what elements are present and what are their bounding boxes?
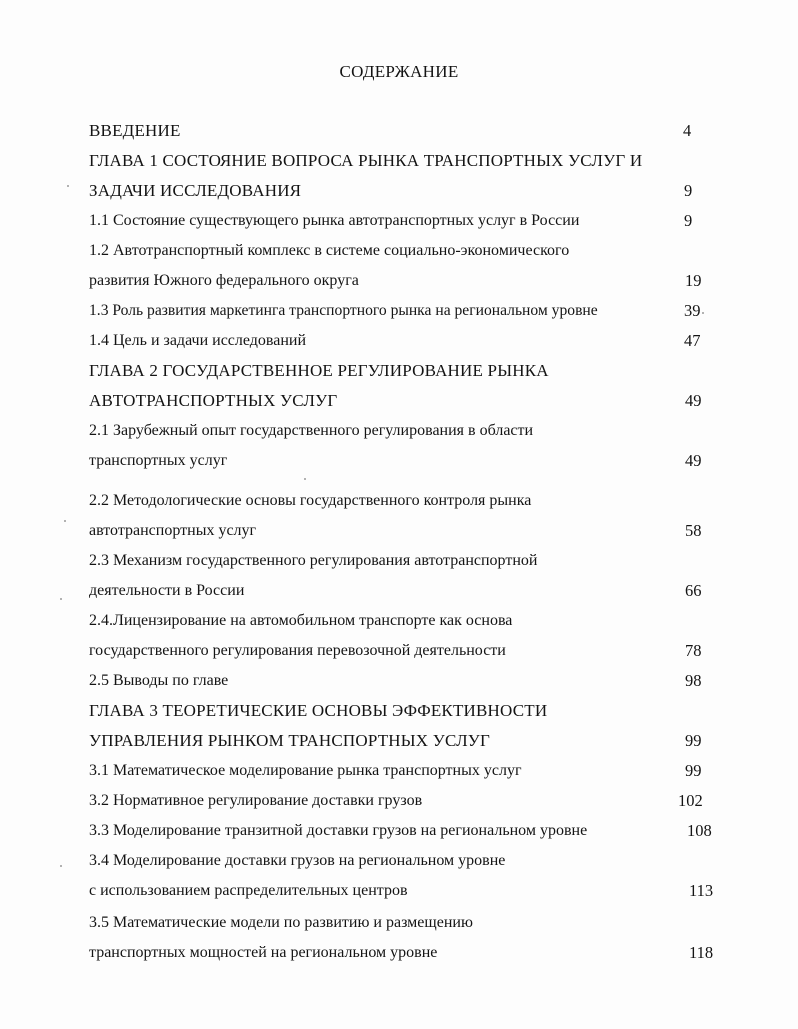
toc-section-1-2-line-2: развития Южного федерального округа bbox=[89, 272, 359, 289]
toc-chapter-3-title-line-1: ГЛАВА 3 ТЕОРЕТИЧЕСКИЕ ОСНОВЫ ЭФФЕКТИВНОСТИ bbox=[89, 701, 548, 720]
toc-page-number: 113 bbox=[689, 881, 714, 900]
toc-section-2-1-line-2: транспортных услуг bbox=[89, 452, 228, 469]
toc-section-2-1-line-1: 2.1 Зарубежный опыт государственного регулирования в области bbox=[89, 422, 534, 439]
scan-speck bbox=[60, 598, 62, 600]
toc-section-2-3-line-1: 2.3 Механизм государственного регулирования автотранспортной bbox=[89, 552, 538, 569]
toc-section-1-1: 1.1 Состояние существующего рынка автотранспортных услуг в России bbox=[89, 212, 580, 229]
toc-chapter-2-title-line-1: ГЛАВА 2 ГОСУДАРСТВЕННОЕ РЕГУЛИРОВАНИЕ РЫНКА bbox=[89, 361, 549, 380]
toc-page-number: 39 bbox=[684, 301, 701, 320]
toc-chapter-2-title-line-2: АВТОТРАНСПОРТНЫХ УСЛУГ bbox=[89, 391, 338, 410]
toc-page-number: 78 bbox=[685, 641, 702, 660]
toc-section-2-4-line-2: государственного регулирования перевозочной деятельности bbox=[89, 642, 506, 659]
toc-page-number: 9 bbox=[684, 181, 693, 200]
toc-page-number: 108 bbox=[687, 821, 712, 840]
toc-section-3-4-line-2: с использованием распределительных центров bbox=[89, 882, 408, 899]
toc-section-1-4: 1.4 Цель и задачи исследований bbox=[89, 332, 307, 349]
toc-page-number: 99 bbox=[685, 761, 702, 780]
toc-section-2-2-line-1: 2.2 Методологические основы государственного контроля рынка bbox=[89, 492, 532, 509]
toc-section-2-3-line-2: деятельности в России bbox=[89, 582, 245, 599]
toc-chapter-3-title-line-2: УПРАВЛЕНИЯ РЫНКОМ ТРАНСПОРТНЫХ УСЛУГ bbox=[89, 731, 491, 750]
toc-entry-introduction: ВВЕДЕНИЕ bbox=[89, 121, 181, 140]
toc-section-1-2-line-1: 1.2 Автотранспортный комплекс в системе социально-экономического bbox=[89, 242, 570, 259]
scan-speck bbox=[304, 478, 306, 480]
toc-section-3-5-line-2: транспортных мощностей на региональном уровне bbox=[89, 944, 438, 961]
toc-page-number: 49 bbox=[685, 391, 702, 410]
toc-page-number: 99 bbox=[685, 731, 702, 750]
scan-speck bbox=[60, 865, 62, 867]
toc-section-1-3: 1.3 Роль развития маркетинга транспортного рынка на региональном уровне bbox=[89, 302, 598, 319]
toc-page-number: 58 bbox=[685, 521, 702, 540]
toc-page-number: 102 bbox=[678, 791, 703, 810]
toc-section-2-2-line-2: автотранспортных услуг bbox=[89, 522, 257, 539]
toc-section-3-4-line-1: 3.4 Моделирование доставки грузов на региональном уровне bbox=[89, 852, 506, 869]
toc-page-number: 19 bbox=[685, 271, 702, 290]
toc-section-2-5: 2.5 Выводы по главе bbox=[89, 672, 229, 689]
toc-page-number: 49 bbox=[685, 451, 702, 470]
toc-page-number: 9 bbox=[684, 211, 693, 230]
toc-section-3-1: 3.1 Математическое моделирование рынка транспортных услуг bbox=[89, 762, 522, 779]
toc-section-3-2: 3.2 Нормативное регулирование доставки грузов bbox=[89, 792, 423, 809]
toc-page-number: 98 bbox=[685, 671, 702, 690]
page-title: СОДЕРЖАНИЕ bbox=[339, 62, 459, 81]
toc-section-3-5-line-1: 3.5 Математические модели по развитию и размещению bbox=[89, 914, 473, 931]
toc-section-2-4-line-1: 2.4.Лицензирование на автомобильном транспорте как основа bbox=[89, 612, 513, 629]
scan-speck bbox=[64, 520, 66, 522]
scan-speck bbox=[67, 185, 69, 187]
toc-chapter-1-title-line-1: ГЛАВА 1 СОСТОЯНИЕ ВОПРОСА РЫНКА ТРАНСПОРТНЫХ УСЛУГ И bbox=[89, 151, 643, 170]
toc-page-number: 4 bbox=[683, 121, 692, 140]
toc-page-number: 118 bbox=[689, 943, 714, 962]
toc-section-3-3: 3.3 Моделирование транзитной доставки грузов на региональном уровне bbox=[89, 822, 588, 839]
toc-page-number: 47 bbox=[684, 331, 701, 350]
toc-chapter-1-title-line-2: ЗАДАЧИ ИССЛЕДОВАНИЯ bbox=[89, 181, 302, 200]
toc-page-number: 66 bbox=[685, 581, 702, 600]
scan-speck bbox=[702, 312, 704, 314]
